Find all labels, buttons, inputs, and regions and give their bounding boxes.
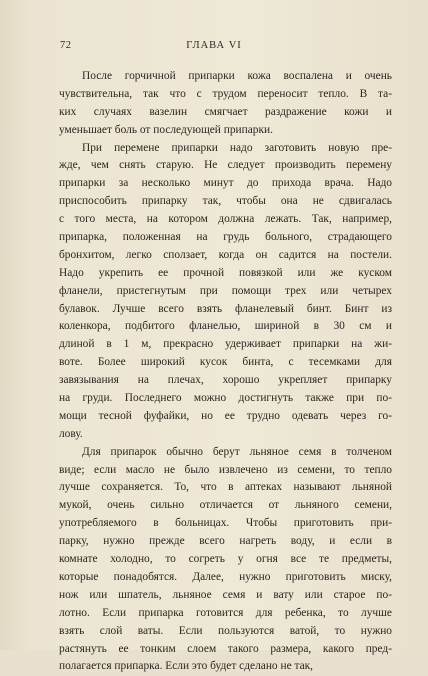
text-line: виде; если масло не было извлечено из семени, то тепло [59,463,392,476]
text-line: воте. Более широкий кусок бинта, с тесемками для [59,356,392,369]
text-line: мощи тесной фуфайки, но ее трудно одевать через го- [59,409,392,422]
text-line: Надо укрепить ее прочной повязкой или же куском [59,266,392,279]
text-line: которые понадобятся. Далее, нужно приготовить миску, [59,570,392,583]
text-line: растянуть ее тонким слоем такого размера, какого пред- [59,642,392,655]
text-line: жде, чем снять старую. Не следует производить перемену [59,159,392,172]
text-line: полагается припарка. Если это будет сделано не так, [59,660,314,673]
text-line: лучше сохраняется. То, что в аптеках называют льняной [59,481,392,494]
text-line: приспособить припарку так, чтобы она не сдвигалась [59,195,392,208]
paragraph [59,68,392,140]
text-line: с того места, на котором должна лежать. Так, например, [59,213,392,226]
page-header [60,40,368,54]
text-line: парку, нужно прежде всего нагреть воду, и если в [59,535,392,548]
text-line: употребляемого в больницах. Чтобы приготовить при- [59,517,392,530]
text-line: ких случаях вазелин смягчает раздражение кожи и [59,105,392,118]
paragraph [59,444,392,676]
text-line: на груди. Последнего можно достигнуть также при по- [59,392,392,405]
text-line: При перемене припарки надо заготовить новую пре- [82,141,392,154]
text-line: чувствительна, так что с трудом переносит тепло. В та- [59,87,392,100]
page-number: 72 [60,40,72,51]
text-line: комнате холодно, то согреть у огня все те предметы, [59,553,392,566]
text-line: лотно. Если припарка готовится для ребенка, то лучше [59,606,392,619]
text-line: мукой, очень сильно отличается от льняного семени, [59,499,392,512]
text-line: длиной в 1 м, прекрасно удерживает припарки на жи- [59,338,392,351]
text-line: После горчичной припарки кожа воспалена и очень [82,70,392,82]
text-line: Для припарок обычно берут льняное семя в толченом [82,445,392,458]
text-line: нож или шпатель, льняное семя и вату или старое по- [59,588,392,601]
text-line: коленкора, подбитого фланелью, шириной в 30 см и [59,320,392,333]
text-line: взять слой ваты. Если пользуются ватой, то нужно [59,624,392,637]
text-line: фланели, пристегнутым при помощи трех или четырех [59,284,392,297]
text-line: лову. [59,427,83,440]
text-line: булавок. Лучше всего взять фланелевый бинт. Бинт из [59,302,392,315]
running-title: ГЛАВА VI [186,40,242,51]
body-text [59,68,392,676]
text-line: завязывания на плечах, хорошо укрепляет припарку [59,374,392,387]
text-line: припарки за несколько минут до прихода врача. Надо [59,177,392,190]
text-line: припарка, положенная на грудь больного, страдающего [59,231,392,244]
paragraph [59,140,392,444]
text-line: уменьшает боль от последующей припарки. [59,123,273,136]
text-line: бронхитом, легко сползает, когда он садится на постели. [59,248,392,261]
